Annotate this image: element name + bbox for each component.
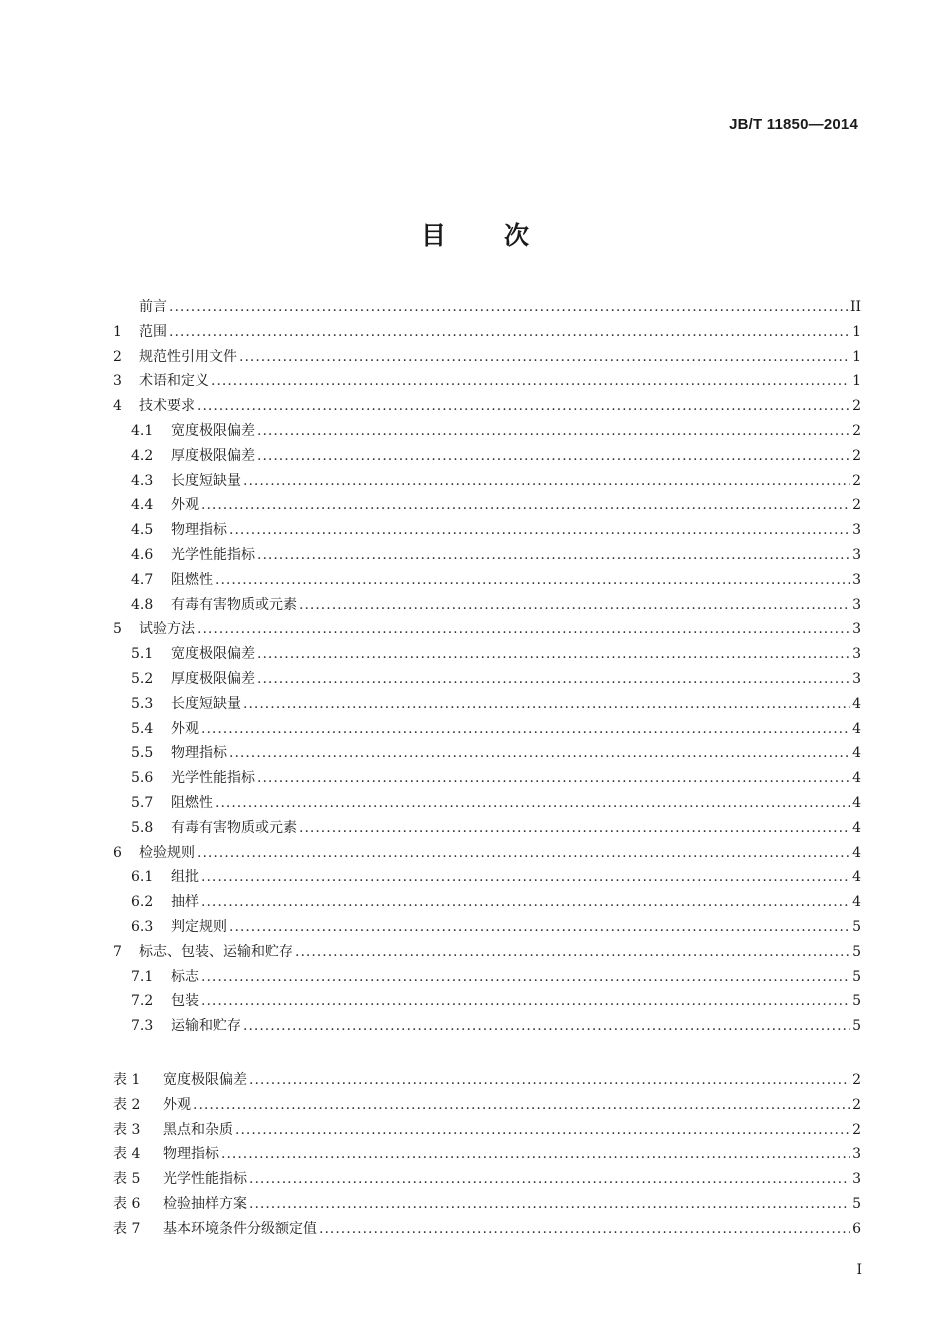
page-ref: 3 [852, 571, 861, 588]
toc-entry[interactable] [113, 617, 861, 642]
dot-leader [197, 394, 850, 419]
toc-entry[interactable] [113, 493, 861, 518]
section-title: 外观 [171, 497, 199, 514]
table-title: 宽度极限偏差 [163, 1072, 247, 1088]
page-ref: 5 [852, 968, 861, 985]
table-list-entry[interactable] [113, 1068, 861, 1093]
section-title: 包装 [171, 993, 199, 1010]
page-title: 目次 [420, 221, 587, 250]
section-number: 5.5 [131, 745, 154, 762]
toc-entry[interactable] [113, 518, 861, 543]
section-number: 7 [113, 943, 122, 960]
table-title: 黑点和杂质 [163, 1121, 233, 1138]
section-title: 宽度极限偏差 [171, 646, 255, 663]
section-title: 前言 [139, 299, 167, 315]
section-number: 4.3 [131, 472, 154, 489]
section-title: 规范性引用文件 [139, 348, 237, 365]
toc-entry[interactable] [113, 741, 861, 766]
toc-entry[interactable] [113, 865, 861, 890]
section-title: 物理指标 [171, 745, 227, 762]
table-number: 表 4 [113, 1146, 141, 1163]
toc-entry[interactable] [113, 320, 861, 345]
page-ref: 4 [852, 894, 861, 911]
table-number: 表 3 [113, 1121, 141, 1138]
section-title: 判定规则 [171, 918, 227, 935]
section-title: 阻燃性 [171, 571, 213, 588]
toc-entry[interactable] [113, 394, 861, 419]
page-ref: 2 [852, 1121, 861, 1138]
section-title: 术语和定义 [139, 373, 209, 390]
page-ref: 5 [852, 1195, 861, 1212]
dot-leader [249, 1167, 850, 1192]
section-number: 2 [113, 348, 122, 365]
toc-entry[interactable] [113, 543, 861, 568]
section-title: 抽样 [171, 894, 199, 911]
dot-leader [257, 642, 850, 667]
table-number: 表 5 [113, 1171, 141, 1188]
dot-leader [221, 1142, 850, 1167]
toc-entry[interactable] [113, 766, 861, 791]
dot-leader [243, 1014, 850, 1039]
section-title: 阻燃性 [171, 794, 213, 811]
page-ref: 4 [852, 770, 861, 787]
page-ref: 4 [852, 695, 861, 712]
dot-leader [201, 865, 850, 890]
dot-leader [169, 320, 850, 345]
page-ref: 4 [852, 844, 861, 861]
section-title: 试验方法 [139, 621, 195, 638]
table-title: 检验抽样方案 [163, 1195, 247, 1212]
section-title: 有毒有害物质或元素 [171, 819, 297, 836]
page-ref: 4 [852, 720, 861, 737]
page-ref: 6 [852, 1220, 861, 1237]
toc-entry[interactable] [113, 369, 861, 394]
section-number: 4.2 [131, 447, 154, 464]
page-ref: 5 [852, 943, 861, 960]
dot-leader [243, 692, 850, 717]
page-ref: 3 [852, 596, 861, 613]
dot-leader [299, 816, 850, 841]
section-number: 4.1 [131, 422, 154, 439]
table-title: 外观 [163, 1096, 191, 1113]
table-number: 表 2 [113, 1096, 141, 1113]
dot-leader [229, 741, 850, 766]
section-number: 6 [113, 844, 122, 861]
section-number: 7.1 [131, 968, 154, 985]
section-title: 组批 [171, 869, 199, 886]
table-title: 光学性能指标 [163, 1171, 247, 1188]
dot-leader [239, 345, 850, 370]
section-title: 厚度极限偏差 [171, 670, 255, 687]
dot-leader [257, 419, 850, 444]
section-title: 外观 [171, 720, 199, 737]
dot-leader [299, 593, 850, 618]
page-ref: 1 [852, 373, 861, 390]
toc-entry[interactable] [113, 642, 861, 667]
section-title: 物理指标 [171, 522, 227, 539]
dot-leader [229, 518, 850, 543]
page-ref: 3 [852, 546, 861, 563]
page-ref: 3 [852, 522, 861, 539]
toc-entry[interactable] [113, 841, 861, 866]
page-ref: 3 [852, 1146, 861, 1163]
standard-code: JB/T 11850—2014 [729, 116, 858, 133]
section-number: 5.7 [131, 794, 154, 811]
section-title: 技术要求 [139, 398, 195, 415]
dot-leader [243, 469, 850, 494]
section-number: 4 [113, 398, 122, 415]
page-ref: 2 [852, 497, 861, 514]
table-list-entry[interactable] [113, 1142, 861, 1167]
dot-leader [197, 841, 850, 866]
dot-leader [197, 617, 850, 642]
section-number: 7.3 [131, 1018, 154, 1035]
section-number: 6.3 [131, 918, 154, 935]
table-title: 基本环境条件分级额定值 [163, 1220, 317, 1237]
dot-leader [229, 915, 850, 940]
table-title: 物理指标 [163, 1146, 219, 1163]
page-ref: 3 [852, 646, 861, 663]
section-number: 4.5 [131, 522, 154, 539]
section-number: 5.3 [131, 695, 154, 712]
toc-entry[interactable] [113, 791, 861, 816]
section-title: 宽度极限偏差 [171, 422, 255, 439]
page-ref: 2 [852, 1072, 861, 1088]
section-title: 光学性能指标 [171, 546, 255, 563]
page-number: I [856, 1262, 862, 1278]
toc-entry[interactable] [113, 1014, 861, 1039]
section-number: 5.6 [131, 770, 154, 787]
table-number: 表 1 [113, 1072, 141, 1088]
dot-leader [249, 1192, 850, 1217]
section-number: 5.8 [131, 819, 154, 836]
page-ref: 4 [852, 819, 861, 836]
page-ref: 5 [852, 993, 861, 1010]
page-ref: 2 [852, 1096, 861, 1113]
section-title: 标志、包装、运输和贮存 [139, 943, 293, 960]
toc-entry[interactable] [113, 593, 861, 618]
toc-entry[interactable] [113, 816, 861, 841]
dot-leader [215, 568, 850, 593]
section-number: 4.7 [131, 571, 154, 588]
section-title: 范围 [139, 323, 167, 340]
section-number: 1 [113, 323, 122, 340]
toc-entry[interactable] [113, 469, 861, 494]
page-ref: 1 [852, 323, 861, 340]
toc-entry[interactable] [113, 940, 861, 965]
dot-leader [201, 717, 850, 742]
dot-leader [201, 989, 850, 1014]
page-ref: 4 [852, 745, 861, 762]
dot-leader [215, 791, 850, 816]
dot-leader [201, 965, 850, 990]
page-ref: 4 [852, 794, 861, 811]
table-number: 表 7 [113, 1220, 141, 1237]
toc-entry[interactable] [113, 667, 861, 692]
table-list-entry[interactable] [113, 1192, 861, 1217]
table-of-contents [113, 295, 861, 1039]
dot-leader [257, 444, 850, 469]
dot-leader [211, 369, 850, 394]
dot-leader [249, 1068, 850, 1093]
section-number: 5.2 [131, 670, 154, 687]
section-number: 6.2 [131, 894, 154, 911]
table-list-entry[interactable] [113, 1167, 861, 1192]
toc-entry[interactable] [113, 692, 861, 717]
dot-leader [193, 1093, 850, 1118]
dot-leader [257, 543, 850, 568]
dot-leader [201, 890, 850, 915]
section-title: 长度短缺量 [171, 472, 241, 489]
page-ref: 3 [852, 621, 861, 638]
page-ref: 2 [852, 398, 861, 415]
page-ref: 1 [852, 348, 861, 365]
table-list-entry[interactable] [113, 1217, 861, 1242]
toc-entry[interactable] [113, 717, 861, 742]
section-number: 4.4 [131, 497, 154, 514]
section-title: 光学性能指标 [171, 770, 255, 787]
section-title: 运输和贮存 [171, 1018, 241, 1035]
page-ref: 3 [852, 1171, 861, 1188]
dot-leader [257, 766, 850, 791]
dot-leader [201, 493, 850, 518]
page-ref: 2 [852, 422, 861, 439]
section-title: 厚度极限偏差 [171, 447, 255, 464]
dot-leader [295, 940, 850, 965]
toc-entry[interactable] [113, 989, 861, 1014]
page-ref: 5 [852, 1018, 861, 1035]
section-title: 长度短缺量 [171, 695, 241, 712]
dot-leader [257, 667, 850, 692]
toc-entry[interactable] [113, 915, 861, 940]
section-number: 5.4 [131, 720, 154, 737]
section-number: 4.8 [131, 596, 154, 613]
toc-entry[interactable] [113, 890, 861, 915]
section-number: 7.2 [131, 993, 154, 1010]
toc-entry[interactable] [113, 965, 861, 990]
dot-leader [319, 1217, 850, 1242]
toc-entry[interactable] [113, 568, 861, 593]
section-number: 6.1 [131, 869, 154, 886]
section-number: 4.6 [131, 546, 154, 563]
table-list-entry[interactable] [113, 1093, 861, 1118]
page-ref: 5 [852, 918, 861, 935]
table-list-entry[interactable] [113, 1118, 861, 1143]
table-number: 表 6 [113, 1195, 141, 1212]
toc-entry[interactable] [113, 345, 861, 370]
toc-entry[interactable] [113, 419, 861, 444]
section-number: 3 [113, 373, 122, 390]
section-number: 5 [113, 621, 122, 638]
dot-leader [169, 295, 848, 320]
page-ref: 4 [852, 869, 861, 886]
section-title: 标志 [171, 968, 199, 985]
section-number: 5.1 [131, 646, 154, 663]
dot-leader [235, 1118, 850, 1143]
toc-entry[interactable] [113, 444, 861, 469]
page-ref: II [849, 299, 861, 315]
toc-entry[interactable] [113, 295, 861, 320]
list-of-tables [113, 1068, 861, 1242]
page-ref: 2 [852, 447, 861, 464]
page-ref: 2 [852, 472, 861, 489]
section-title: 检验规则 [139, 844, 195, 861]
page-ref: 3 [852, 670, 861, 687]
section-title: 有毒有害物质或元素 [171, 596, 297, 613]
